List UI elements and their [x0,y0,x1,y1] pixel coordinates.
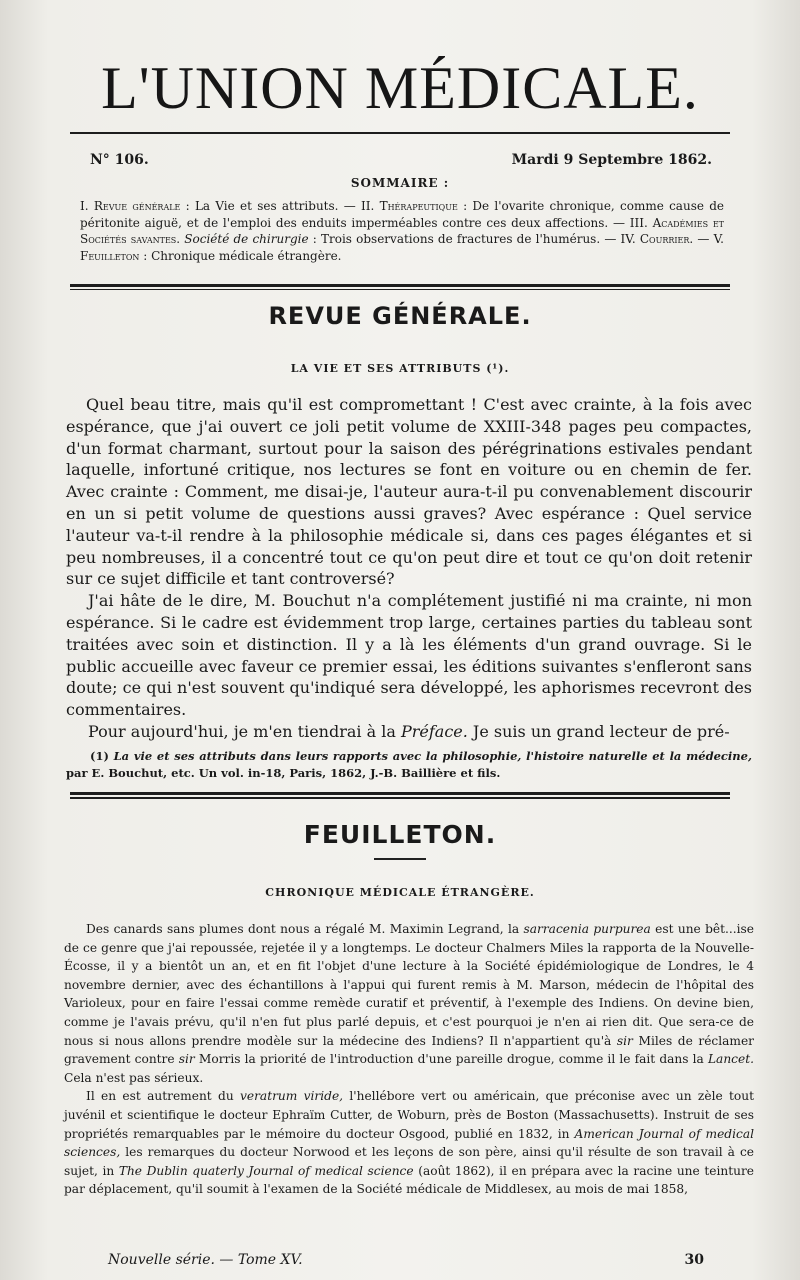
footnote [66,748,752,782]
sommaire-section: Thérapeutique [379,199,458,213]
feuilleton-paragraph [64,1087,754,1199]
text-run: Cela n'est pas sérieux. [64,1070,204,1085]
revue-subheading: LA VIE ET SES ATTRIBUTS (¹). [290,362,510,375]
section-rule [70,792,730,795]
italic-run: The Dublin quaterly Journal of medical science [118,1163,414,1178]
text-run: l'hellébore vert ou américain, que préconise avec un zèle tout juvénil et scientifique le docteur Ephraïm Cutter, de Woburn, près de Boston (Massachusetts). Instruit de ses propriétés remarquables par le mémoire du docteur Osgood, publié en 1832, in [64,1089,754,1141]
text-run: Des canards sans plumes dont nous a régalé M. Maximin Legrand, la [86,922,524,936]
text-run: Morris la priorité de l'introduction d'une pareille drogue, comme il le fait dans la [194,1052,708,1067]
text-run: les remarques du docteur Norwood et les leçons de son père, ainsi qu'il résulte de son travail à ce sujet, in [64,1145,754,1178]
sommaire-text: : Trois observations de fractures de l'humérus. — [308,232,621,246]
sommaire-text: — [693,232,714,246]
masthead-rule [70,132,730,134]
revue-paragraph: J'ai hâte de le dire, M. Bouchut n'a complétement justifié ni ma crainte, ni mon espérance. Si le cadre est évidemment trop large, certaines parties du tableau sont traitées avec soin et distinction. Il y a là les éléments d'un grand ouvrage. Si le public accueille avec faveur ce premier essai, les éditions suivantes s'enfleront sans doute; ce qui n'est souvent qu'indiqué sera développé, les aphorismes recevront des commentaires. [66,591,752,720]
italic-run: sir [616,1033,633,1048]
text-run: Il en est autrement du [86,1089,240,1104]
feuilleton-subheading: CHRONIQUE MÉDICALE ÉTRANGÈRE. [265,886,535,899]
sommaire-list [80,198,724,264]
revue-paragraph-last [66,721,752,743]
revue-body [66,394,752,743]
sommaire-num: III. [629,215,648,230]
sommaire-num: II. [361,199,375,213]
revue-heading: REVUE GÉNÉRALE. [268,302,532,330]
italic-run: American Journal of medical sciences, [64,1126,754,1160]
sommaire-section: Courrier. [639,232,694,246]
sommaire-heading: SOMMAIRE : [350,176,450,190]
italic-run: Préface. [400,721,468,741]
sommaire-text: : La Vie et ses attributs. — [180,199,361,213]
footnote-italic: La vie et ses attributs dans leurs rapports avec la philosophie, l'histoire naturelle et la médecine, [113,749,752,763]
italic-run: Lancet. [707,1052,754,1067]
text-run: Je suis un grand lecteur de pré- [467,721,730,741]
sommaire-italic: Société de chirurgie [184,232,309,246]
revue-paragraph: Quel beau titre, mais qu'il est compromettant ! C'est avec crainte, à la fois avec espérance, que j'ai ouvert ce joli petit volume de XXIII-348 pages peu compactes, d'un format charmant, surtout pour la saison des pérégrinations estivales pendant laquelle, infortuné critique, nos lectures se font en voiture ou en chemin de fer. Avec crainte : Comment, me disai-je, l'auteur aura-t-il pu convenablement discourir en un si petit volume de questions aussi graves? Avec espérance : Quel service l'auteur va-t-il rendre à la philosophie médicale si, dans ces pages élégantes et si peu nombreuses, il a concentré tout ce qu'on peut dire et tout ce qu'on doit retenir sur ce sujet difficile et tant controversé? [66,395,752,589]
section-rule-thin [70,289,730,290]
sommaire-num: IV. [620,232,636,246]
text-run: Miles de réclamer gravement contre [64,1033,754,1067]
section-rule [70,284,730,287]
sommaire-text: : De l'ovarite chronique, comme cause de péritonite aiguë, et de l'emploi des enduits imperméables contre ces deux affections. — [80,199,724,230]
sommaire-text: : Chronique médicale étrangère. [139,248,342,263]
italic-run: sir [178,1052,195,1067]
feuilleton-heading: FEUILLETON. [303,820,497,849]
footnote-text: par E. Bouchut, etc. Un vol. in-18, Paris, 1862, J.-B. Baillière et fils. [66,766,501,780]
text-run: (août 1862), il en prépara avec la racine une teinture par déplacement, qu'il soumit à l'examen de la Société médicale de Middlesex, au mois de mai 1858, [64,1163,754,1197]
footer-series: Nouvelle série. — Tome XV. [108,1252,303,1268]
italic-run: veratrum viride, [240,1089,344,1104]
sommaire-section: Académies et Sociétés savantes. [80,215,724,246]
feuilleton-paragraph [64,920,754,1087]
section-rule-thin [70,797,730,799]
issue-number: N° 106. [90,152,149,168]
masthead-title: L'UNION MÉDICALE. [101,55,699,121]
italic-run: sarracenia purpurea [523,922,651,936]
text-run: est une bêt...ise de ce genre que j'ai repoussée, rejetée il y a longtemps. Le docteur Chalmers Miles la rapporta de la Nouvelle-Écosse, il y a bientôt un an, et en fit l'objet d'une lecture à la Société épidémiologique de Londres, le 4 novembre dernier, avec des échantillons à l'appui qui furent remis à M. Marson, médecin de l'hôpital des Varioleux, pour en faire l'essai comme remède curatif et préventif, à l'exemple des Indiens. On devine bien, comme je l'avais prévu, qu'il n'en fut plus parlé depuis, et c'est pourquoi je n'en ai rien dit. Que sera-ce de nous si nous allons prendre modèle sur la médecine des Indiens? Il n'appartient qu'à [64,922,755,1048]
sommaire-num: V. [713,232,724,246]
sommaire-section: Revue générale [93,199,181,213]
short-rule [374,858,426,860]
sommaire-section: Feuilleton [80,248,140,263]
footer-page-number: 30 [684,1252,704,1268]
issue-date: Mardi 9 Septembre 1862. [511,152,712,168]
text-run: Pour aujourd'hui, je m'en tiendrai à la [88,721,401,741]
feuilleton-body [64,920,754,1199]
sommaire-num: I. [80,199,89,213]
footnote-mark: (1) [90,749,109,763]
